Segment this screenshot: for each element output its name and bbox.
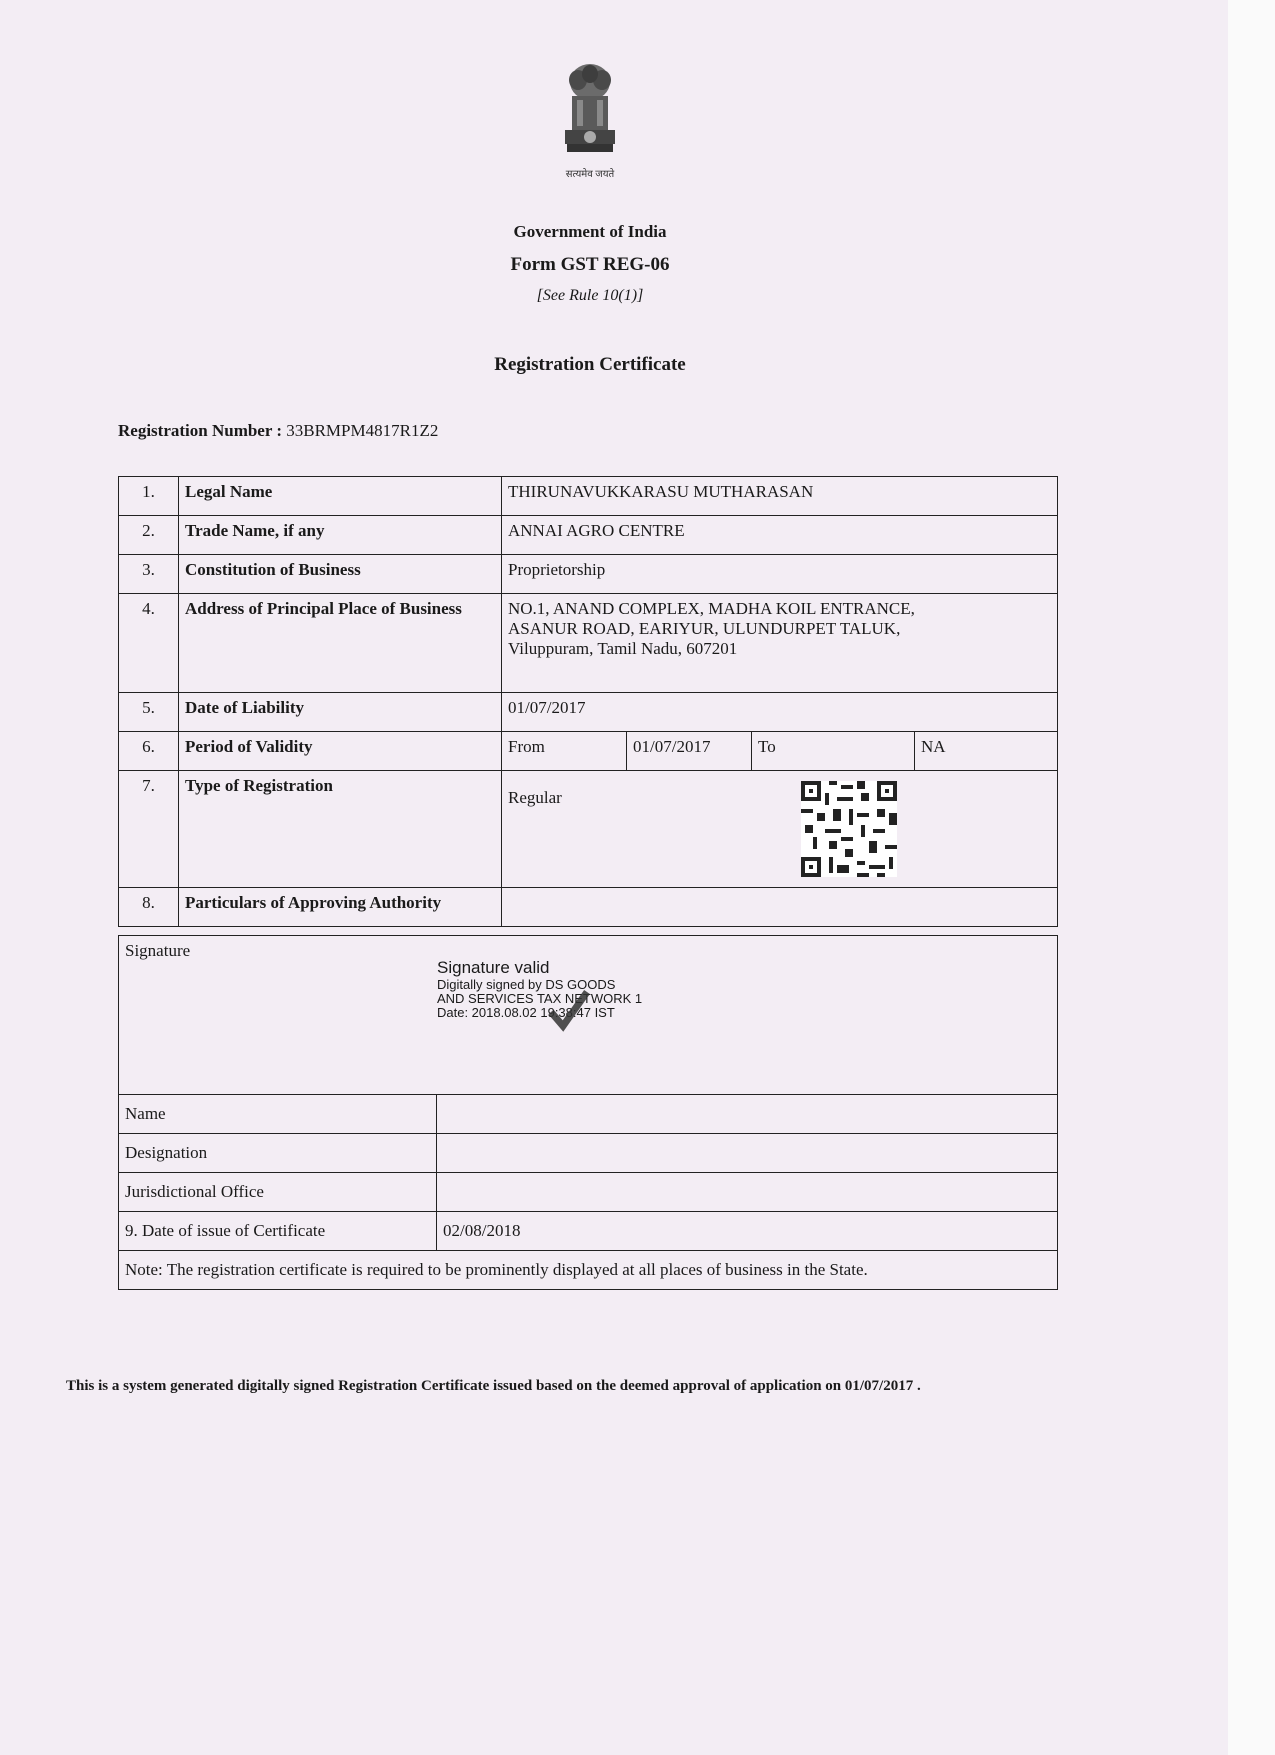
signature-row — [119, 936, 1058, 1095]
from-value: 01/07/2017 — [627, 732, 752, 770]
signature-label: Signature — [125, 941, 191, 960]
row-number: 6. — [119, 732, 179, 771]
note-text: Note: The registration certificate is required to be prominently displayed at all places of business in the State. — [119, 1251, 1058, 1290]
address-value — [502, 594, 1058, 693]
row-number: 4. — [119, 594, 179, 693]
row-label: Period of Validity — [179, 732, 502, 771]
trade-name-value: ANNAI AGRO CENTRE — [502, 516, 1058, 555]
row-number: 1. — [119, 477, 179, 516]
emblem-motto: सत्यमेव जयते — [565, 169, 615, 180]
designation-value — [437, 1134, 1058, 1173]
table-row — [119, 477, 1058, 516]
from-label: From — [502, 732, 627, 770]
certificate-title: Registration Certificate — [494, 354, 686, 375]
signature-line: Digitally signed by DS GOODS — [437, 977, 616, 992]
row-label: Legal Name — [179, 477, 502, 516]
address-line: NO.1, ANAND COMPLEX, MADHA KOIL ENTRANCE, — [508, 599, 915, 618]
digital-signature-stamp — [437, 958, 642, 1020]
row-label: Date of Liability — [179, 693, 502, 732]
table-row — [119, 1173, 1058, 1212]
table-row — [119, 1251, 1058, 1290]
rule-reference: [See Rule 10(1)] — [536, 287, 644, 304]
row-number: 5. — [119, 693, 179, 732]
approving-authority-value — [502, 888, 1058, 927]
signature-status: Signature valid — [437, 958, 550, 977]
national-emblem — [548, 60, 632, 190]
registration-value: 33BRMPM4817R1Z2 — [286, 421, 439, 440]
row-label: Trade Name, if any — [179, 516, 502, 555]
qr-code-icon — [801, 781, 897, 877]
registration-type-cell — [502, 771, 1058, 888]
check-mark-icon — [545, 986, 593, 1034]
scan-edge — [1228, 0, 1275, 1755]
row-number: 8. — [119, 888, 179, 927]
signature-line: Date: 2018.08.02 19:38:47 IST — [437, 1005, 615, 1020]
table-row — [119, 516, 1058, 555]
address-line: ASANUR ROAD, EARIYUR, ULUNDURPET TALUK, — [508, 619, 901, 638]
emblem-icon — [555, 60, 625, 168]
row-label: Constitution of Business — [179, 555, 502, 594]
table-row — [119, 888, 1058, 927]
row-label: Type of Registration — [179, 771, 502, 888]
name-value — [437, 1095, 1058, 1134]
to-value: NA — [921, 737, 946, 756]
office-value — [437, 1173, 1058, 1212]
table-row — [119, 555, 1058, 594]
row-number: 7. — [119, 771, 179, 888]
liability-date-value: 01/07/2017 — [502, 693, 1058, 732]
registration-label: Registration Number : — [118, 421, 282, 440]
table-row — [119, 1134, 1058, 1173]
row-number: 2. — [119, 516, 179, 555]
details-table — [118, 476, 1058, 927]
name-label: Name — [119, 1095, 437, 1134]
office-label: Jurisdictional Office — [119, 1173, 437, 1212]
form-heading: Form GST REG-06 — [510, 254, 670, 275]
issue-date-value: 02/08/2018 — [437, 1212, 1058, 1251]
legal-name-value: THIRUNAVUKKARASU MUTHARASAN — [502, 477, 1058, 516]
government-heading: Government of India — [513, 222, 667, 241]
row-label: Address of Principal Place of Business — [179, 594, 502, 693]
issue-date-label: 9. Date of issue of Certificate — [119, 1212, 437, 1251]
signature-line: AND SERVICES TAX NETWORK 1 — [437, 991, 643, 1006]
constitution-value: Proprietorship — [502, 555, 1058, 594]
table-row — [119, 732, 1058, 771]
validity-period — [502, 732, 1058, 771]
registration-number — [118, 421, 438, 441]
to-label: To — [752, 732, 915, 770]
designation-label: Designation — [119, 1134, 437, 1173]
address-line: Viluppuram, Tamil Nadu, 607201 — [508, 639, 738, 658]
footer-statement: This is a system generated digitally signed Registration Certificate issued based on the deemed approval of application on 01/07/2017 . — [66, 1378, 921, 1394]
table-row — [119, 693, 1058, 732]
registration-type-value: Regular — [508, 788, 562, 807]
table-row — [119, 1212, 1058, 1251]
table-row — [119, 1095, 1058, 1134]
row-label: Particulars of Approving Authority — [179, 888, 502, 927]
table-row — [119, 771, 1058, 888]
row-number: 3. — [119, 555, 179, 594]
signature-table — [118, 935, 1058, 1290]
table-row — [119, 594, 1058, 693]
signature-cell — [119, 936, 1058, 1095]
